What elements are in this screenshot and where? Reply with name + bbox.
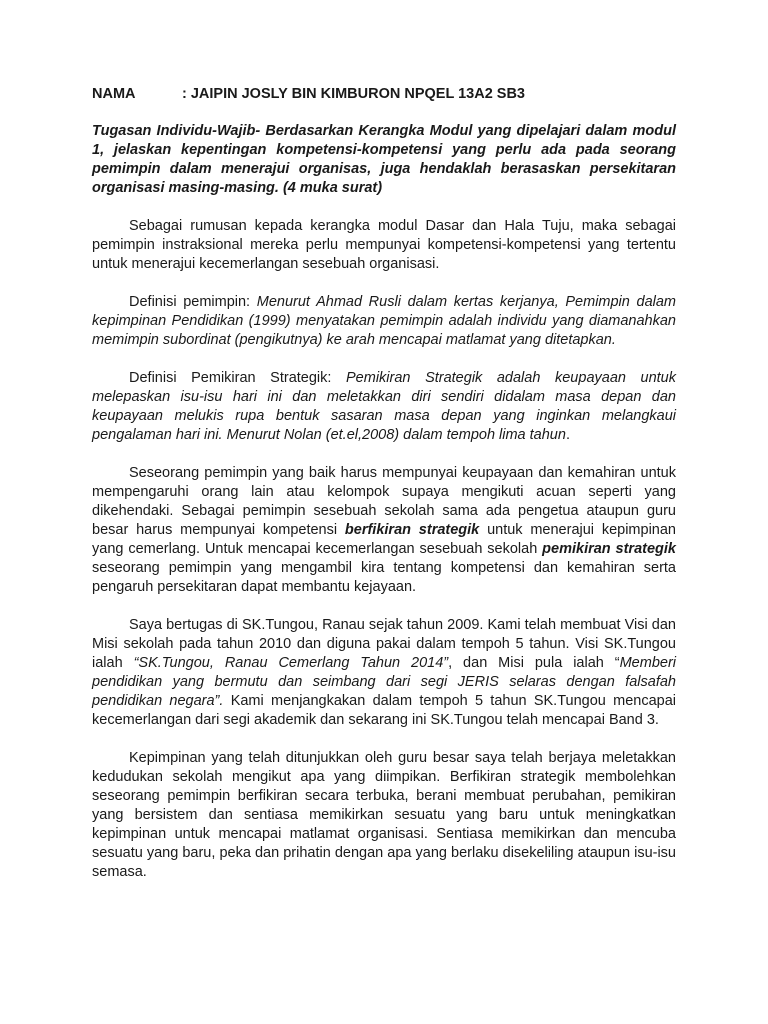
definition-leader-text: Menurut Ahmad Rusli dalam kertas kerjanya, Pemimpin dalam kepimpinan Pendidikan (1999) menyatakan pemimpin adalah individu yang diamanahkan memimpin subordinat (pengikutnya) ke arah mencapai matlamat yang ditetapkan. (92, 294, 676, 348)
definition-strategic-label: Definisi Pemikiran Strategik: (129, 370, 347, 386)
paragraph-leader-qualities (92, 464, 676, 597)
qualities-text-2: untuk menerajui kepimpinan yang cemerlang. Untuk mencapai kecemerlangan sesebuah sekolah (92, 522, 676, 557)
qualities-emphasis-2: pemikiran strategik (542, 541, 676, 557)
paragraph-intro-text: Sebagai rumusan kepada kerangka modul Dasar dan Hala Tuju, maka sebagai pemimpin instraksional mereka perlu mempunyai kompetensi-kompetensi yang tertentu untuk menerajui kecemerlangan sesebuah organisasi. (92, 218, 676, 272)
paragraph-school-vision (92, 616, 676, 730)
definition-leader-label: Definisi pemimpin: (129, 294, 257, 310)
vision-text-1: Saya bertugas di SK.Tungou, Ranau sejak tahun 2009. Kami telah membuat Visi dan Misi sekolah pada tahun 2010 dan diguna pakai dalam tempoh 5 tahun. Visi SK.Tungou ialah (92, 617, 676, 671)
vision-text-2: , dan Misi pula ialah “ (448, 655, 620, 671)
document-body (92, 84, 676, 901)
qualities-text-3: seseorang pemimpin yang mengambil kira tentang kompetensi dan kemahiran serta pengaruh persekitaran dapat membantu kejayaan. (92, 560, 676, 595)
paragraph-leadership (92, 749, 676, 882)
name-line (92, 84, 676, 104)
vision-quote: “SK.Tungou, Ranau Cemerlang Tahun 2014” (133, 655, 449, 671)
name-value: : JAIPIN JOSLY BIN KIMBURON NPQEL 13A2 SB3 (182, 86, 525, 102)
paragraph-definition-strategic (92, 369, 676, 445)
vision-text-3: Kami menjangkakan dalam tempoh 5 tahun SK.Tungou mencapai kecemerlangan dari segi akademik dan sekarang ini SK.Tungou telah mencapai Band 3. (92, 693, 676, 728)
definition-strategic-text: Pemikiran Strategik adalah keupayaan untuk melepaskan isu-isu hari ini dan meletakkan diri sendiri didalam masa depan dan keupayaan melukis rupa bentuk sasaran masa depan yang inginkan melangkaui pengalaman hari ini. Menurut Nolan (et.el,2008) dalam tempoh lima tahun (92, 370, 677, 443)
paragraph-definition-leader (92, 293, 676, 350)
paragraph-leadership-text: Kepimpinan yang telah ditunjukkan oleh guru besar saya telah berjaya meletakkan kedudukan sekolah mengikut apa yang diimpikan. Berfikiran strategik membolehkan seseorang pemimpin berfikiran secara terbuka, berani membuat perubahan, pemikiran yang bersistem dan sentiasa memikirkan sesuatu yang baru untuk meningkatkan kepimpinan untuk mencapai matlamat organisasi. Sentiasa memikirkan dan mencuba sesuatu yang baru, peka dan prihatin dengan apa yang berlaku disekeliling ataupun isu-isu semasa. (92, 750, 676, 880)
qualities-emphasis-1: berfikiran strategik (344, 522, 480, 538)
definition-strategic-end: . (565, 427, 570, 443)
qualities-text-1: Seseorang pemimpin yang baik harus mempunyai keupayaan dan kemahiran untuk mempengaruhi orang lain atau kelompok supaya mengikuti acuan seperti yang dikehendaki. Sebagai pemimpin sesebuah sekolah sama ada pengetua ataupun guru besar harus mempunyai kompetensi (92, 465, 676, 538)
task-statement: Tugasan Individu-Wajib- Berdasarkan Kerangka Modul yang dipelajari dalam modul 1, jelaskan kepentingan kompetensi-kompetensi yang perlu ada pada seorang pemimpin dalam menerajui organisas, juga hendaklah berasaskan persekitaran organisasi masing-masing. (4 muka surat) (92, 123, 676, 196)
mission-quote: Memberi pendidikan yang bermutu dan seimbang dari segi JERIS selaras dengan falsafah pendidikan negara”. (92, 655, 676, 709)
name-label: NAMA (92, 86, 136, 102)
paragraph-intro (92, 217, 676, 274)
